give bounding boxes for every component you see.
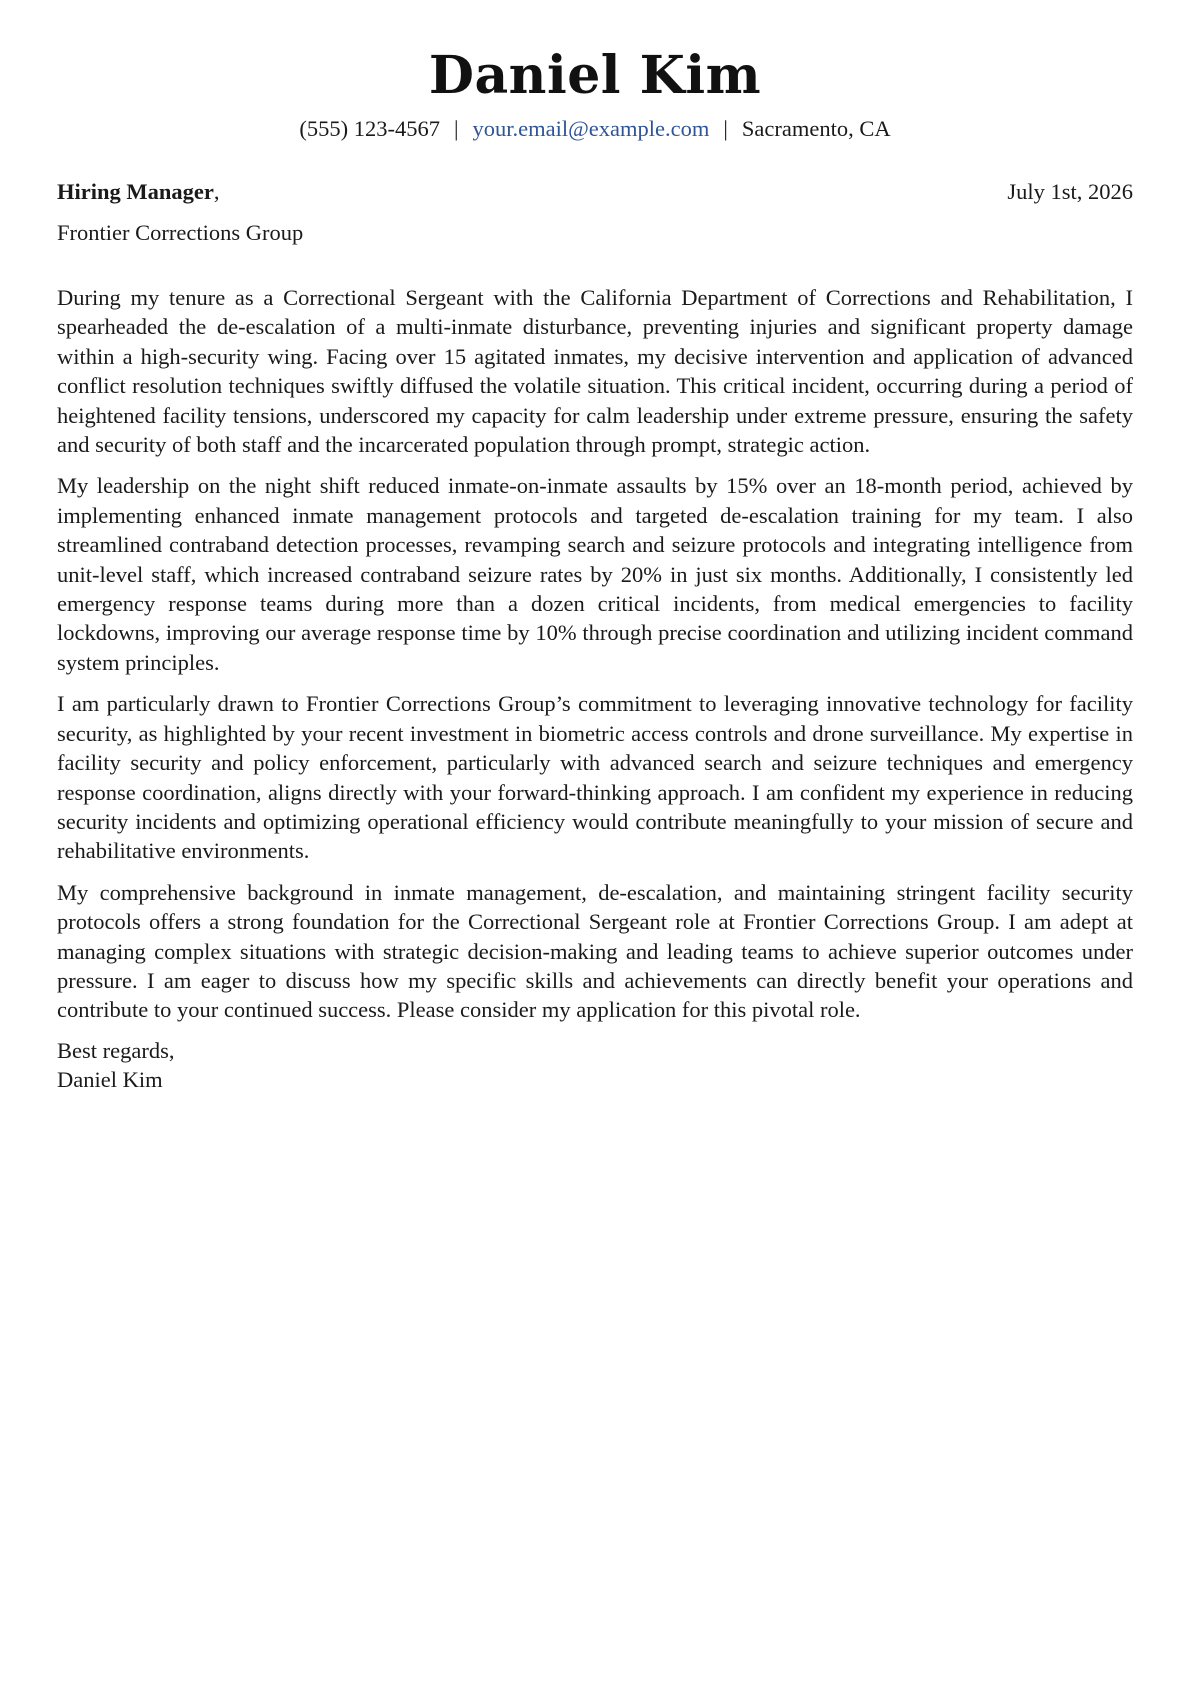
recipient-row (57, 178, 1133, 206)
body-paragraph: During my tenure as a Correctional Sergeant with the California Department of Corrections and Rehabilitation, I spearheaded the de-escalation of a multi-inmate disturbance, preventing injuries and significant property damage within a high-security wing. Facing over 15 agitated inmates, my decisive intervention and application of advanced conflict resolution techniques swiftly diffused the volatile situation. This critical incident, occurring during a period of heightened facility tensions, underscored my capacity for calm leadership under extreme pressure, ensuring the safety and security of both staff and the incarcerated population through prompt, strategic action. (57, 285, 1133, 458)
recipient-title-text: Hiring Manager (57, 179, 214, 204)
closing-salutation: Best regards, (57, 1038, 175, 1063)
contact-separator: | (723, 116, 728, 141)
closing-signature: Daniel Kim (57, 1067, 163, 1093)
location: Sacramento, CA (741, 116, 891, 141)
applicant-name: Daniel Kim (428, 45, 762, 106)
contact-separator: | (453, 116, 459, 141)
email-link[interactable]: your.email@example.com (472, 116, 710, 141)
letter-closing (57, 1036, 174, 1095)
body-paragraph: I am particularly drawn to Frontier Corrections Group’s commitment to leveraging innovative technology for facility security, as highlighted by your recent investment in biometric access controls and drone surveillance. My expertise in facility security and policy enforcement, particularly with advanced search and seizure techniques and emergency response coordination, aligns directly with your forward-thinking approach. I am confident my experience in reducing security incidents and optimizing operational efficiency would contribute meaningfully to your mission of secure and rehabilitative environments. (57, 691, 1133, 864)
recipient-company: Frontier Corrections Group (57, 220, 304, 245)
body-paragraph: My comprehensive background in inmate management, de-escalation, and maintaining stringent facility security protocols offers a strong foundation for the Correctional Sergeant role at Frontier Corrections Group. I am adept at managing complex situations with strategic decision-making and leading teams to achieve superior outcomes under pressure. I am eager to discuss how my specific skills and achievements can directly benefit your operations and contribute to your continued success. Please consider my application for this pivotal role. (57, 879, 1133, 1023)
contact-line (57, 115, 1133, 143)
cover-letter-page (57, 0, 1133, 1683)
letter-body (57, 283, 1133, 1037)
body-paragraph: My leadership on the night shift reduced inmate-on-inmate assaults by 15% over an 18-month period, achieved by implementing enhanced inmate management protocols and targeted de-escalation training for my team. I also streamlined contraband detection processes, revamping search and seizure protocols and integrating intelligence from unit-level staff, which increased contraband seizure rates by 20% in just six months. Additionally, I consistently led emergency response teams during more than a dozen critical incidents, from medical emergencies to facility lockdowns, improving our average response time by 10% through precise coordination and utilizing incident command system principles. (57, 473, 1133, 675)
phone-number: (555) 123-4567 (299, 116, 440, 141)
recipient-comma: , (213, 179, 220, 204)
recipient-title (57, 178, 219, 206)
letter-date: July 1st, 2026 (1007, 179, 1133, 204)
